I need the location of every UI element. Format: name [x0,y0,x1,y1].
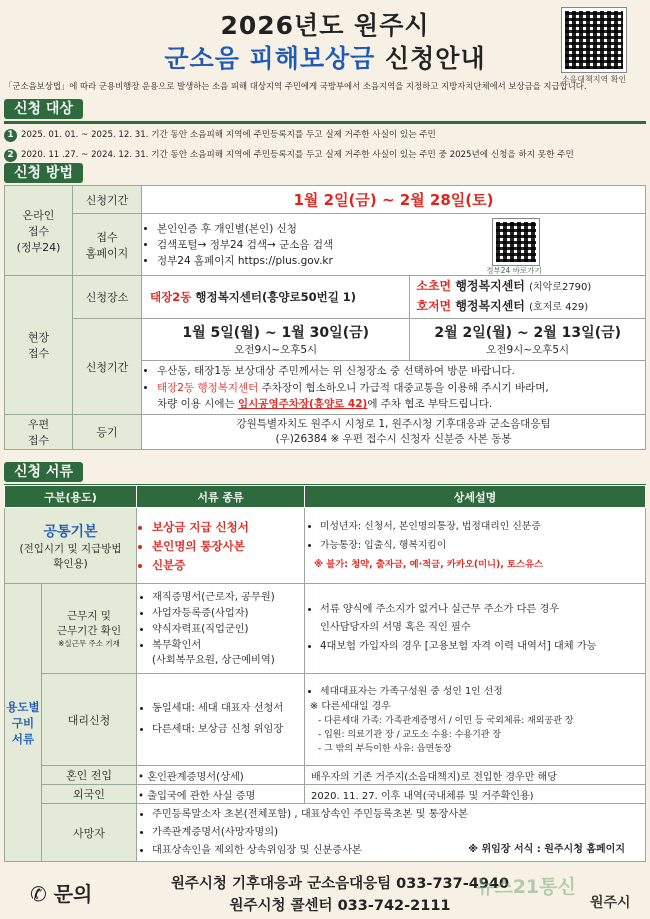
phone-icon: ✆ [30,882,47,906]
row-label-proxy: 대리신청 [42,674,137,766]
notice-1: • 우산동, 태장1동 보상대상 주민께서는 위 신청장소 중 선택하여 방문 바랍니다. [157,363,644,379]
notice-highlight: 임시공영주차장(흥양로 42) [238,398,368,410]
qr-code-icon[interactable] [562,8,626,72]
detail-sub: - 그 밖의 부득이한 사유: 읍면동장 [318,743,452,754]
target-text: 2020. 11 .27. ~ 2024. 12. 31. 기간 동안 소음피해 지역에 주민등록지를 두고 실제 거주한 사실이 있는 주민 중 2025년에 신청을 하지 못한 주민 [21,150,574,160]
place-address: 행정복지센터(흥양로50번길 1) [191,290,357,304]
qr-block[interactable] [562,8,629,85]
documents-section [4,461,646,487]
title-rest: 신청안내 [375,44,486,73]
work-detail [305,584,646,674]
contact-block [30,878,92,907]
notice-text: 에 주차 협조 부탁드립니다. [367,398,493,410]
period-2 [410,319,646,361]
place-2 [416,277,644,297]
header-detail: 상세설명 [305,486,646,508]
foreigner-docs: • 출입국에 관한 사실 증명 [137,785,305,804]
place-label: 신청장소 [73,276,142,319]
method-table [4,185,646,450]
common-docs [137,508,305,584]
detail-item: • 서류 양식에 주소지가 없거나 실근무 주소가 다른 경우 인사담당자의 서명 혹은 직인 필수 [320,601,644,637]
mail-label: 우편 접수 [5,415,73,450]
registered-label: 등기 [73,415,142,450]
contact-line-2[interactable]: 원주시청 콜센터 033-742-2111 [229,898,451,914]
section-title-target: 신청 대상 [4,99,83,119]
period-dates: 1월 5일(월) ~ 1월 30일(금) [182,325,370,341]
common-category [5,508,137,584]
doc-item: • 보상금 지급 신청서 [152,518,303,536]
doc-item: 혼인관계증명서(상세) [147,771,244,783]
detail-item: • 세대대표자는 가족구성원 중 성인 1인 선정 [320,685,644,699]
notice-text: 차량 이용 시에는 [157,398,239,410]
common-detail [305,508,646,584]
doc-item: • 약식자력표(직업군인) [152,622,303,637]
footer [0,866,650,919]
gov24-qr[interactable] [486,219,549,276]
gov24-qr-label[interactable]: 정부24 바로가기 [486,266,542,275]
doc-item: • 대표상속인을 제외한 상속위임장 및 신분증사본 [152,842,644,859]
place-name: 소초면 [416,279,452,293]
documents-table [4,485,646,862]
period-time: 오전9시~오후5시 [234,344,318,356]
section-title-documents: 신청 서류 [4,462,83,482]
period-label: 신청기간 [73,186,142,214]
row-label-deceased: 사망자 [42,804,137,862]
divider [4,121,646,124]
onsite-period-label: 신청기간 [73,319,142,415]
place-3 [416,297,644,317]
online-item: • 본인인증 후 개인별(본인) 신청 [157,221,644,236]
place-1 [142,276,410,319]
row-label-marriage: 혼인 전입 [42,766,137,785]
place-name: 태장2동 [150,290,192,304]
target-item-1 [4,128,646,142]
notice-text: 주차장이 협소하오니 가급적 대중교통을 이용해 주시기 바라며, [258,382,549,394]
watermark: 뉴스21통신 [476,876,576,898]
notice-highlight: 태장2동 행정복지센터 [157,382,259,394]
section-title-method: 신청 방법 [4,163,83,183]
doc-item: • 본인명의 통장사본 [152,537,303,555]
detail-sub: - 입원: 의료기관 장 / 교도소 수용: 수용기관 장 [318,729,502,740]
place-address: (호저로 429) [529,302,589,313]
marriage-docs: • 혼인관계증명서(상세) [137,766,305,785]
row-note: ※실근무 주소 기재 [58,639,120,648]
qr-code-icon[interactable] [493,219,539,265]
intro-text: 「군소음보상법」에 따라 군용비행장 운용으로 발생하는 소음 피해 대상지역 주민에게 국방부에서 소음지역을 지정하고 지방자치단체에서 보상금을 지급합니다. [4,81,587,91]
contact-label: 문의 [53,882,93,906]
doc-item: • 동일세대: 세대 대표자 선청서 [152,699,303,719]
onsite-label: 현장 접수 [5,276,73,415]
common-title: 공통기본 [43,523,98,540]
mail-text [142,415,646,450]
online-item: • 검색포털→ 정부24 검색→ 군소음 검색 [157,237,644,252]
work-docs [137,584,305,674]
common-subtitle: (전입시기 및 지급방법 확인용) [19,542,122,570]
title-highlight: 군소음 피해보상금 [164,44,376,73]
detail-item: • 미성년자: 신청서, 본인명의통장, 법정대리인 신분증 [320,518,644,536]
place-2-3 [410,276,646,319]
place-name: 호저면 [416,299,452,313]
deceased-docs [137,804,646,862]
homepage-label: 접수 홈페이지 [73,214,142,276]
target-text: 2025. 01. 01. ~ 2025. 12. 31. 기간 동안 소음피해 지역에 주민등록지를 두고 실제 거주한 사실이 있는 주민 [21,130,436,140]
row-label-foreigner: 외국인 [42,785,137,804]
proxy-docs [137,674,305,766]
doc-item: • 주민등록말소자 초본(전체포함) , 대표상속인 주민등록초본 및 통장사본 [152,806,644,823]
doc-item: • 복무확인서 (사회복무요원, 상근예비역) [152,638,303,668]
doc-item: • 재직증명서(근로자, 공무원) [152,590,303,605]
mail-address: 강원특별자치도 원주시 시청로 1, 원주시청 기후대응과 군소음대응팀 [236,418,551,430]
header-doc-type: 서류 종류 [137,486,305,508]
doc-item: • 사업자등록증(사업자) [152,606,303,621]
page-title-line1: 2026년도 원주시 [220,11,430,40]
detail-item: • 가능통장: 입출식, 행복지킴이 [320,537,644,555]
header-category: 구분(용도) [5,486,137,508]
marriage-detail: 배우자의 기존 거주지(소음대책지)로 전입한 경우만 해당 [305,766,646,785]
row-label-work [42,584,137,674]
contact-line-1[interactable]: 원주시청 기후대응과 군소음대응팀 033-737-4940 [170,876,510,892]
period-1 [142,319,410,361]
proxy-detail [305,674,646,766]
place-office: 행정복지센터 [451,299,525,313]
detail-item: • 4대보험 가입자의 경우 [고용보험 자격 이력 내역서] 대체 가능 [320,638,644,656]
city-logo: 원주시 [590,895,631,911]
target-section [4,98,646,162]
place-address: (치악로2790) [529,282,592,293]
doc-item: • 신분증 [152,556,303,574]
online-label: 온라인 접수 (정부24) [5,186,73,276]
place-office: 행정복지센터 [451,279,525,293]
online-items [142,214,646,276]
mail-zip: (우)26384 ※ 우편 접수시 신청자 신분증 사본 동봉 [275,433,512,445]
online-period: 1월 2일(금) ~ 2월 28일(토) [142,186,646,214]
onsite-notices [142,361,646,415]
common-warning: ※ 불가: 청약, 출자금, 예·적금, 카카오(미니), 토스유스 [314,559,543,570]
deceased-note: ※ 위임장 서식 : 원주시청 홈페이지 [468,844,625,855]
period-dates: 2월 2일(월) ~ 2월 13일(금) [434,325,622,341]
purpose-label: 용도별 구비 서류 [5,584,42,862]
period-time: 오전9시~오후5시 [486,344,570,356]
doc-item: • 다른세대: 보상금 신청 위임장 [152,720,303,740]
foreigner-detail: 2020. 11. 27. 이후 내역(국내체류 및 거주확인용) [305,785,646,804]
detail-note: ※ 다른세대일 경우 [310,700,391,712]
online-item[interactable]: • 정부24 홈페이지 https://plus.gov.kr [157,253,644,268]
page-title-line2 [0,39,650,75]
number-badge: 2 [4,149,17,162]
notice-2 [157,380,644,412]
target-item-2 [4,148,646,162]
detail-sub: - 다른세대 가족: 가족관계증명서 / 이민 등 국외체류: 재외공관 장 [318,715,574,726]
doc-item: • 가족관계증명서(사망자명의) [152,824,644,841]
doc-item: 출입국에 관한 사실 증명 [147,790,256,802]
number-badge: 1 [4,129,17,142]
qr-label: 소음대책지역 확인 [561,75,627,84]
row-label: 근무지 및 근무기간 확인 [56,610,122,637]
